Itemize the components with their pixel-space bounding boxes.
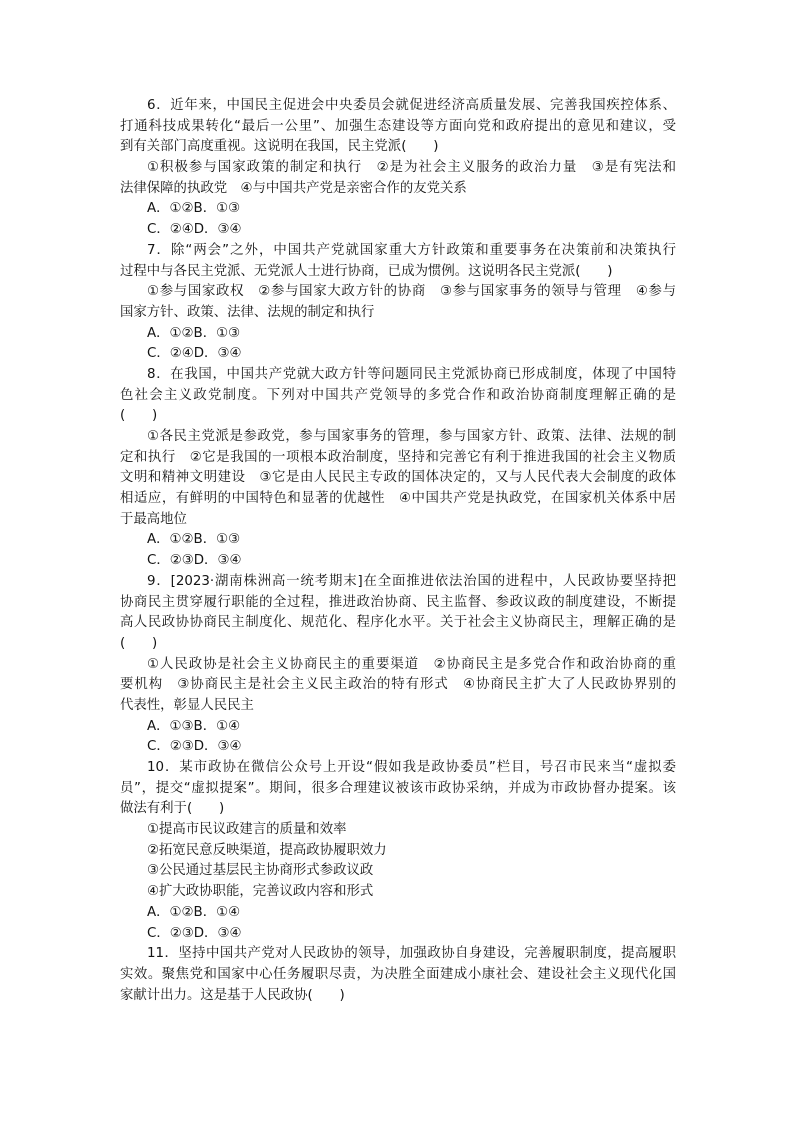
question-stem-line: 6．近年来，中国民主促进会中央委员会就促进经济高质量发展、完善我国疾控体系、: [147, 98, 676, 113]
statement-line: ①各民主党派是参政党，参与国家事务的管理，参与国家方针、政策、法律、法规的制: [147, 429, 676, 444]
question-stem-line: 11．坚持中国共产党对人民政协的领导，加强政协自身建设，完善履职制度，提高履职: [147, 946, 676, 962]
option-line: C．②④D．③④: [147, 346, 242, 362]
statement-line: ④扩大政协职能，完善议政内容和形式: [147, 884, 374, 900]
option-line: A．①②B．①③: [147, 532, 241, 548]
statement-line: 要机构 ③协商民主是社会主义民主政治的特有形式 ④协商民主扩大了人民政协界别的: [120, 677, 676, 693]
option-line: C．②③D．③④: [147, 553, 242, 569]
question-stem-line: ( ): [120, 408, 158, 424]
question-stem-line: 色社会主义政党制度。下列对中国共产党领导的多党合作和政治协商制度理解正确的是: [120, 387, 676, 403]
question-6: [120, 96, 676, 241]
question-stem-line: 8．在我国，中国共产党就大政方针等问题同民主党派协商已形成制度，体现了中国特: [147, 366, 676, 382]
statement-line: 国家方针、政策、法律、法规的制定和执行: [120, 304, 375, 320]
question-stem-line: 家献计出力。这是基于人民政协( ): [120, 987, 345, 1003]
question-stem-line: ( ): [120, 635, 158, 651]
document-page: [120, 96, 676, 1006]
statement-line: ③公民通过基层民主协商形式参政议政: [147, 863, 374, 879]
question-stem-line: 7．除“两会”之外，中国共产党就国家重大方针政策和重要事务在决策前和决策执行: [147, 242, 676, 258]
statement-line: 代表性，彰显人民民主: [120, 697, 254, 713]
question-stem-line: 实效。聚焦党和国家中心任务履职尽责，为决胜全面建成小康社会、建设社会主义现代化国: [120, 966, 676, 982]
option-line: A．①②B．①③: [147, 201, 241, 217]
question-stem-line: 员”，提交“虚拟提案”。期间，很多合理建议被该市政协采纳，并成为市政协督办提案。该: [120, 780, 676, 796]
statement-line: ②拓宽民意反映渠道，提高政协履职效力: [147, 842, 387, 858]
option-line: A．①②B．①④: [147, 904, 241, 920]
question-stem-line: 协商民主贯穿履行职能的全过程，推进政治协商、民主监督、参政议政的制度建设，不断提: [120, 594, 676, 610]
question-7: [120, 241, 676, 365]
statement-line: ①参与国家政权 ②参与国家大政方针的协商 ③参与国家事务的领导与管理 ④参与: [147, 284, 676, 300]
question-stem-line: 到有关部门高度重视。这说明在我国，民主党派( ): [120, 139, 439, 155]
option-line: A．①②B．①③: [147, 325, 241, 341]
question-stem-line: 10．某市政协在微信公众号上开设“假如我是政协委员”栏目，号召市民来当“虚拟委: [147, 760, 676, 775]
statement-line: ①积极参与国家政策的制定和执行 ②是为社会主义服务的政治力量 ③是有宪法和: [147, 160, 676, 176]
question-8: [120, 365, 676, 572]
question-stem-line: 做法有利于( ): [120, 801, 225, 817]
statement-line: 定和执行 ②它是我国的一项根本政治制度，坚持和完善它有利于推进我国的社会主义物质: [120, 449, 676, 465]
option-line: C．②④D．③④: [147, 222, 242, 238]
question-stem-line: 高人民政协协商民主制度化、规范化、程序化水平。关于社会主义协商民主，理解正确的是: [120, 615, 676, 631]
question-10: [120, 758, 676, 944]
statement-line: 法律保障的执政党 ④与中国共产党是亲密合作的友党关系: [120, 180, 467, 196]
statement-line: 于最高地位: [120, 511, 187, 527]
question-9: [120, 572, 676, 758]
statement-line: ①提高市民议政建言的质量和效率: [147, 822, 347, 838]
question-11: [120, 944, 676, 1006]
option-line: C．②③D．③④: [147, 925, 242, 941]
statement-line: 文明和精神文明建设 ③它是由人民民主专政的国体决定的，又与人民代表大会制度的政体: [120, 470, 676, 486]
statement-line: 相适应，有鲜明的中国特色和显著的优越性 ④中国共产党是执政党，在国家机关体系中居: [120, 491, 676, 507]
question-stem-line: 打通科技成果转化“最后一公里”、加强生态建设等方面向党和政府提出的意见和建议，受: [120, 118, 676, 134]
statement-line: ①人民政协是社会主义协商民主的重要渠道 ②协商民主是多党合作和政治协商的重: [147, 656, 676, 672]
option-line: C．②③D．③④: [147, 739, 242, 755]
question-stem-line: 过程中与各民主党派、无党派人士进行协商，已成为惯例。这说明各民主党派( ): [120, 263, 613, 279]
question-stem-line: 9．[2023·湖南株洲高一统考期末]在全面推进依法治国的进程中，人民政协要坚持把: [147, 573, 676, 589]
option-line: A．①③B．①④: [147, 718, 241, 734]
